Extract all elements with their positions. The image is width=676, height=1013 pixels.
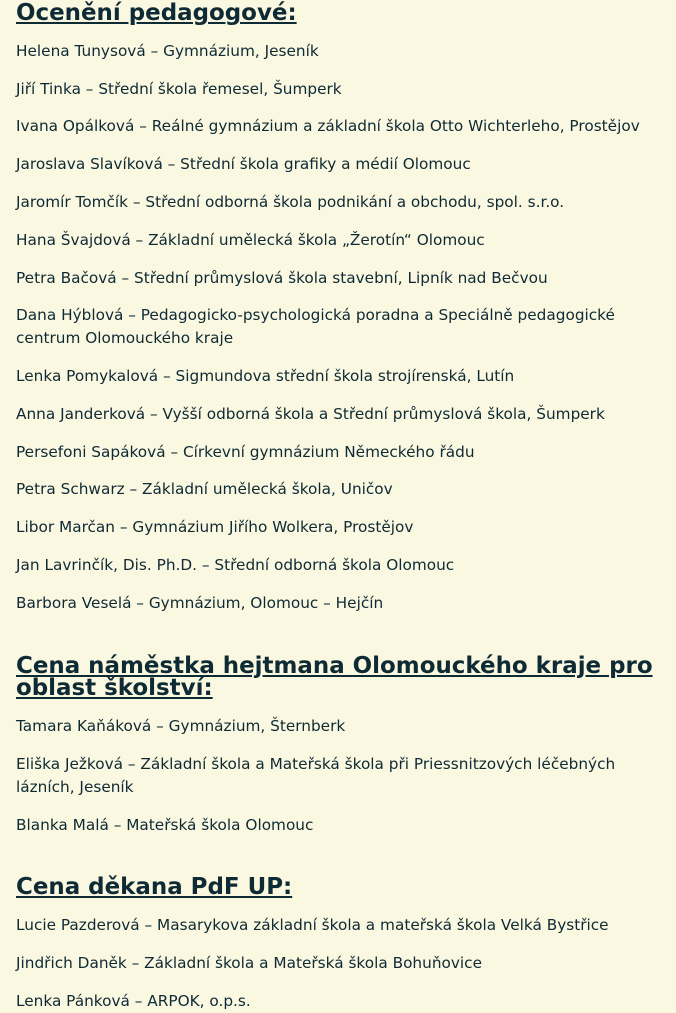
list-item: Jindřich Daněk – Základní škola a Mateřská škola Bohuňovice — [16, 953, 482, 972]
awardee-list — [16, 700, 660, 836]
list-item: Ivana Opálková – Reálné gymnázium a základní škola Otto Wichterleho, Prostějov — [16, 117, 640, 136]
list-item: Lenka Pánková – ARPOK, o.p.s. — [16, 991, 251, 1010]
list-item: Petra Schwarz – Základní umělecká škola, Uničov — [16, 480, 393, 499]
list-item: Jaromír Tomčík – Střední odborná škola podnikání a obchodu, spol. s.r.o. — [16, 192, 565, 211]
list-item: Jan Lavrinčík, Dis. Ph.D. – Střední odborná škola Olomouc — [16, 555, 455, 574]
section-title: Cena děkana PdF UP: — [16, 874, 293, 901]
section-cena-dekana-pdf-up — [16, 874, 660, 1012]
list-item: Dana Hýblová – Pedagogicko-psychologická poradna a Speciálně pedagogické centrum Olomouckého kraje — [16, 306, 615, 348]
list-item: Hana Švajdová – Základní umělecká škola „Žerotín“ Olomouc — [16, 230, 485, 249]
list-item: Lenka Pomykalová – Sigmundova střední škola strojírenská, Lutín — [16, 366, 515, 385]
section-cena-namestka-hejtmana — [16, 653, 660, 837]
list-item: Tamara Kaňáková – Gymnázium, Šternberk — [16, 717, 346, 736]
list-item: Blanka Malá – Mateřská škola Olomouc — [16, 815, 314, 834]
list-item: Lucie Pazderová – Masarykova základní škola a mateřská škola Velká Bystřice — [16, 916, 609, 935]
awardee-list — [16, 899, 660, 1012]
section-title: Ocenění pedagogové: — [16, 0, 297, 26]
list-item: Libor Marčan – Gymnázium Jiřího Wolkera, Prostějov — [16, 518, 414, 537]
list-item: Anna Janderková – Vyšší odborná škola a Střední průmyslová škola, Šumperk — [16, 404, 605, 423]
section-oceneni-pedagogove — [16, 0, 660, 615]
list-item: Jiří Tinka – Střední škola řemesel, Šumperk — [16, 79, 342, 98]
list-item: Persefoni Sapáková – Církevní gymnázium Německého řádu — [16, 442, 475, 461]
list-item: Jaroslava Slavíková – Střední škola grafiky a médií Olomouc — [16, 155, 471, 174]
awardee-list — [16, 25, 660, 615]
list-item: Barbora Veselá – Gymnázium, Olomouc – Hejčín — [16, 593, 384, 612]
list-item: Petra Bačová – Střední průmyslová škola stavební, Lipník nad Bečvou — [16, 268, 548, 287]
section-title: Cena náměstka hejtmana Olomouckého kraje pro oblast školství: — [16, 652, 653, 702]
list-item: Eliška Ježková – Základní škola a Mateřská škola při Priessnitzových léčebných lázních, Jeseník — [16, 754, 616, 796]
list-item: Helena Tunysová – Gymnázium, Jeseník — [16, 41, 319, 60]
